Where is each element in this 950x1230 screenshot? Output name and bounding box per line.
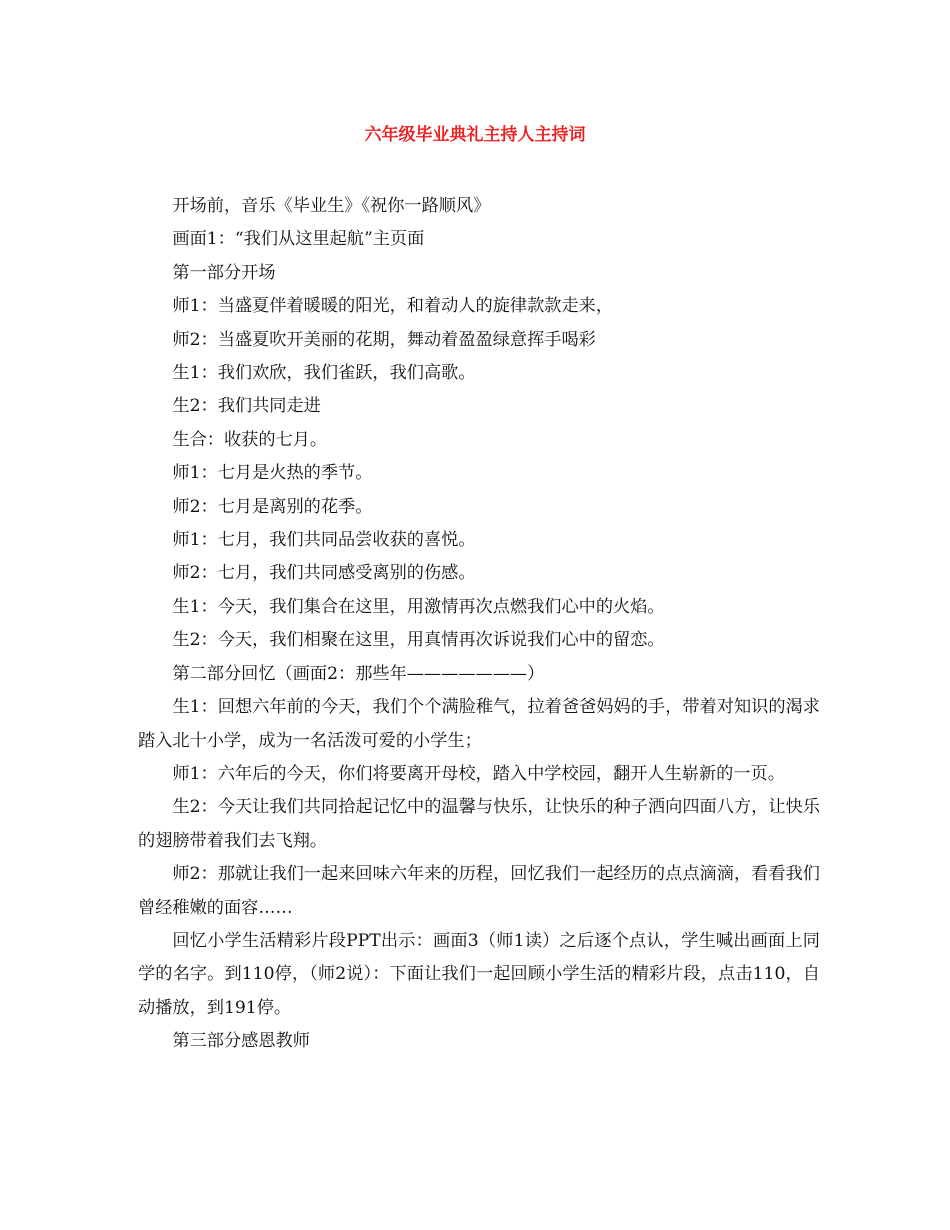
paragraph-4: 师1：当盛夏伴着暖暖的阳光，和着动人的旋律款款走来， xyxy=(172,296,614,317)
paragraph-2: 画面1：“我们从这里起航”主页面 xyxy=(172,229,425,250)
paragraph-5: 师2：当盛夏吹开美丽的花期，舞动着盈盈绿意挥手喝彩 xyxy=(172,329,596,350)
paragraph-20: 回忆小学生活精彩片段PPT出示：画面3（师1读）之后逐个点认，学生喊出画面上同学的名字。到110停，（师2说）：下面让我们一起回顾小学生活的精彩片段，点击110，自动播放，到191停。 xyxy=(138,930,820,1018)
paragraph-7: 生2：我们共同走进 xyxy=(172,396,321,417)
paragraph-11: 师1：七月，我们共同品尝收获的喜悦。 xyxy=(172,530,476,551)
paragraph-14: 生2：今天，我们相聚在这里，用真情再次诉说我们心中的留恋。 xyxy=(172,630,665,651)
paragraph-18: 生2：今天让我们共同拾起记忆中的温馨与快乐，让快乐的种子洒向四面八方，让快乐的翅膀带着我们去飞翔。 xyxy=(138,797,820,851)
paragraph-16: 生1：回想六年前的今天，我们个个满脸稚气，拉着爸爸妈妈的手，带着对知识的渴求踏入北十小学，成为一名活泼可爱的小学生； xyxy=(138,697,820,751)
section-heading-thank-teachers: 第三部分感恩教师 xyxy=(172,1031,310,1052)
paragraph-1: 开场前，音乐《毕业生》《祝你一路顺风》 xyxy=(172,196,491,216)
paragraph-19: 师2：那就让我们一起来回味六年来的历程，回忆我们一起经历的点点滴滴，看看我们曾经稚嫩的面容…… xyxy=(138,864,820,918)
document-body xyxy=(138,190,820,1059)
document-title: 六年级毕业典礼主持人主持词 xyxy=(364,125,586,145)
paragraph-17: 师1：六年后的今天，你们将要离开母校，踏入中学校园，翻开人生崭新的一页。 xyxy=(172,763,785,784)
paragraph-8: 生合：收获的七月。 xyxy=(172,429,328,450)
paragraph-9: 师1：七月是火热的季节。 xyxy=(172,463,373,484)
paragraph-6: 生1：我们欢欣，我们雀跃，我们高歌。 xyxy=(172,363,476,384)
paragraph-13: 生1：今天，我们集合在这里，用激情再次点燃我们心中的火焰。 xyxy=(172,596,665,617)
section-heading-opening: 第一部分开场 xyxy=(172,262,276,283)
paragraph-10: 师2：七月是离别的花季。 xyxy=(172,496,373,517)
section-heading-memories: 第二部分回忆（画面2：那些年———————） xyxy=(172,663,545,684)
paragraph-12: 师2：七月，我们共同感受离别的伤感。 xyxy=(172,563,476,584)
